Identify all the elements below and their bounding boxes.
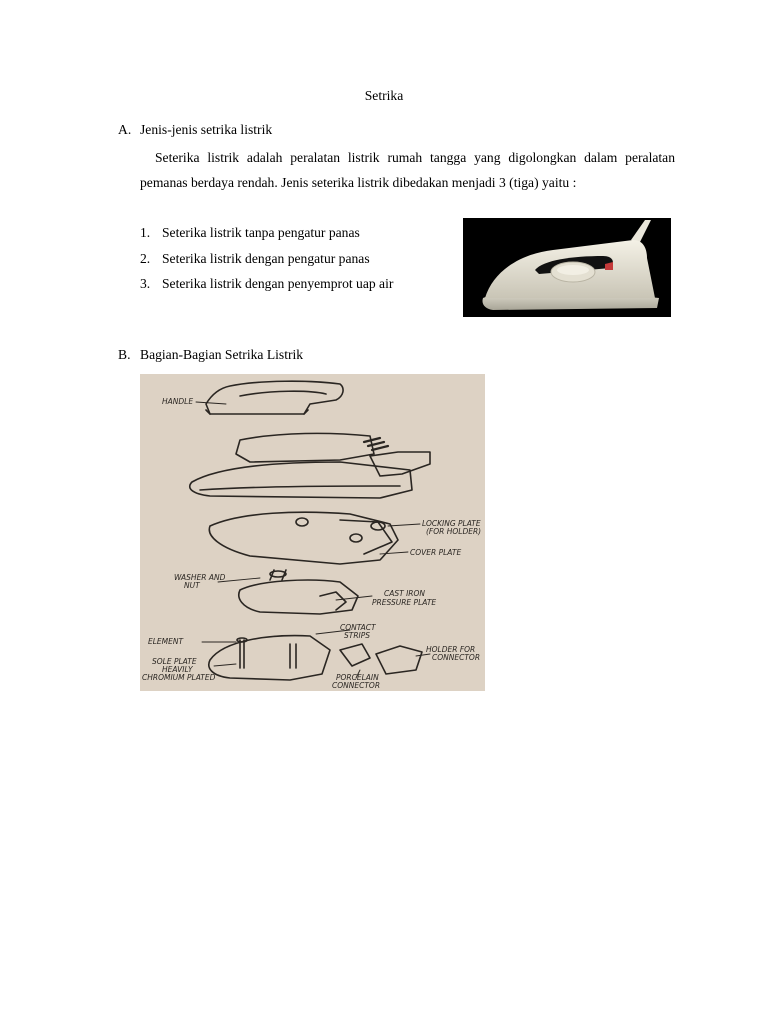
label-washer-sub: NUT xyxy=(184,581,200,590)
electric-iron-illustration xyxy=(463,218,671,317)
list-item-text: Seterika listrik dengan penyemprot uap air xyxy=(162,276,394,291)
iron-parts-diagram xyxy=(140,374,485,691)
label-washer: WASHER AND xyxy=(174,573,226,582)
label-porcelain-sub: CONNECTOR xyxy=(332,681,381,690)
label-element: ELEMENT xyxy=(148,637,184,646)
label-sole-plate-sub2: CHROMIUM PLATED xyxy=(142,673,216,682)
label-pressure-plate-sub: PRESSURE PLATE xyxy=(372,598,437,607)
section-a-paragraph-text: Seterika listrik adalah peralatan listrik rumah tangga yang digolongkan dalam peralatan pemanas berdaya rendah. Jenis seterika listrik dibedakan menjadi 3 (tiga) yaitu : xyxy=(140,150,675,190)
section-a-paragraph xyxy=(140,145,675,195)
list-item-number: 1. xyxy=(140,225,151,240)
label-contact: CONTACT xyxy=(340,623,376,632)
list-item-text: Seterika listrik dengan pengatur panas xyxy=(162,250,370,266)
section-b-title: Bagian-Bagian Setrika Listrik xyxy=(140,347,304,362)
list-item-number: 3. xyxy=(140,276,151,291)
list-item-text: Seterika listrik tanpa pengatur panas xyxy=(162,225,360,240)
list-item-number: 2. xyxy=(140,250,151,266)
label-holder: HOLDER FOR xyxy=(426,645,476,654)
section-b-number: B. xyxy=(118,347,131,362)
section-b-heading xyxy=(118,347,303,363)
iron-types-list xyxy=(140,220,393,297)
section-a-title: Jenis-jenis setrika listrik xyxy=(140,122,273,137)
label-holder-sub: CONNECTOR xyxy=(432,653,481,662)
label-contact-sub: STRIPS xyxy=(344,631,371,640)
list-item xyxy=(140,220,393,246)
list-item xyxy=(140,246,393,272)
label-porcelain: PORCELAIN xyxy=(336,673,379,682)
label-locking-plate: LOCKING PLATE xyxy=(422,519,481,528)
iron-parts-drawing xyxy=(140,374,485,691)
label-sole-plate-sub: HEAVILY xyxy=(162,665,193,674)
list-item xyxy=(140,271,393,297)
label-handle: HANDLE xyxy=(162,397,194,406)
electric-iron-photo xyxy=(463,218,671,317)
page-title: Setrika xyxy=(364,88,404,103)
label-locking-plate-sub: (FOR HOLDER) xyxy=(426,527,482,536)
section-a-heading xyxy=(118,122,272,138)
label-cover-plate: COVER PLATE xyxy=(410,548,462,557)
label-sole-plate: SOLE PLATE xyxy=(152,657,197,666)
label-pressure-plate: CAST IRON xyxy=(384,589,426,598)
section-a-number: A. xyxy=(118,122,132,137)
